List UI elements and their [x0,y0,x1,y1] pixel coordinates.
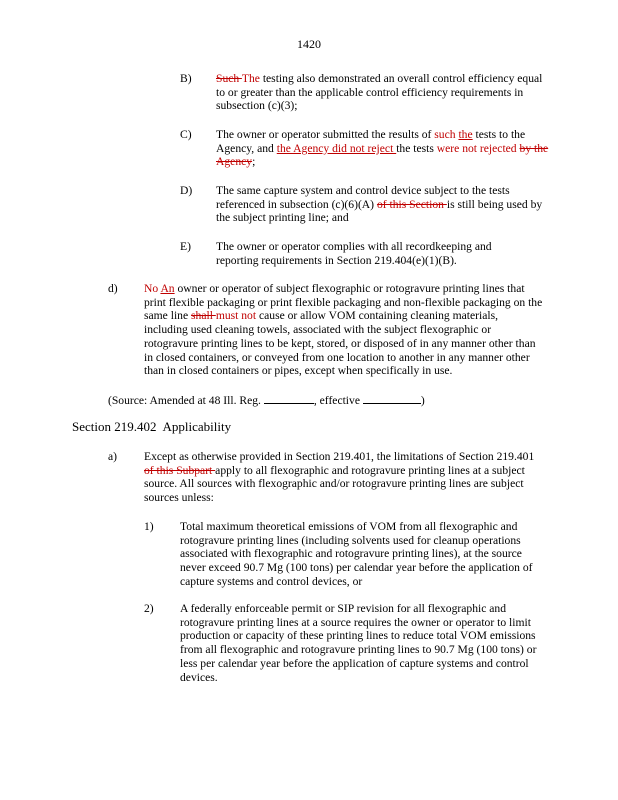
page-number: 1420 [297,37,321,51]
inserted-text: must not [215,309,257,323]
text: is still being used by the subject printing line; and [216,197,543,225]
inserted-text: the [458,128,473,141]
inserted-text: An [160,282,175,295]
item-label-d-lower: d) [108,282,118,295]
item-1-text: Total maximum theoretical emissions of VOM from all flexographic and rotogravure printing lines (including solvents used for cleanup operations associated with flexographic and rotogravure printing lines), at the source never exceed 90.7 Mg (100 tons) per calendar year before the application of capture systems and control devices, or [180,520,533,588]
inserted-text: The [241,72,260,85]
text: Except as otherwise provided in Section 219.401, the limitations of Section 219.401 [144,450,535,463]
deleted-text: by the Agency [216,141,549,169]
inserted-text: were not rejected [436,141,517,155]
item-label-2: 2) [144,602,154,615]
text: tests to the Agency, and [216,128,526,155]
text: apply to all flexographic and rotogravure printing lines at a subject source. All sources with flexographic and/or rotogravure printing lines are subject sources unless: [144,463,525,505]
section-number: Section 219.402 [72,419,157,434]
inserted-text: such [434,128,459,141]
item-label-b: B) [180,72,192,85]
text: owner or operator of subject flexographic or rotogravure printing lines that print flexible packaging or print flexible packaging and non-flexible packaging on the same line [144,282,543,323]
item-b-text [216,72,551,113]
item-e-text: The owner or operator complies with all recordkeeping and reporting requirements in Section 219.404(e)(1)(B). [216,240,492,267]
section-title: Applicability [162,419,232,434]
source-note [108,394,425,408]
deleted-text: of this Section [376,197,447,211]
blank-line [363,394,421,404]
item-label-a: a) [108,450,118,463]
text: cause or allow VOM containing cleaning materials, including used cleaning towels, associated with the subject flexographic or rotogravure printing lines to be kept, stored, or disposed of in any manner other than in closed containers, or conveyed from one location to another in any manner other than in closed containers or pipes, except when specifically in use. [144,309,536,378]
source-text: (Source: Amended at 48 Ill. Reg. [108,394,264,407]
text: The same capture system and control device subject to the tests referenced in subsection (c)(6)(A) [216,184,510,211]
source-text: ) [420,394,425,407]
item-label-c: C) [180,128,192,141]
item-a-text [144,450,544,505]
text: ; [252,155,256,169]
section-heading [72,420,231,434]
inserted-text: No [144,282,161,295]
text: the tests [396,141,437,155]
source-text: , effective [313,394,363,407]
item-label-d-upper: D) [180,184,193,197]
text: The owner or operator submitted the results of [216,128,435,141]
item-d-upper-text [216,184,551,225]
blank-line [264,394,314,404]
deleted-text: Such [216,72,242,85]
item-label-e: E) [180,240,191,253]
deleted-text: of this Subpart [144,463,216,477]
item-label-1: 1) [144,520,154,533]
item-c-text [216,128,556,169]
deleted-text: shall [191,309,216,323]
inserted-text: the Agency did not reject [276,141,397,155]
item-2-text: A federally enforceable permit or SIP revision for all flexographic and rotogravure printing lines at a source requires the owner or operator to limit production or capacity of these printing lines to reduce total VOM emissions from all flexographic and rotogravure printing lines to 90.7 Mg (100 tons) or less per calendar year before the application of capture systems and control devices. [180,602,537,684]
item-d-lower-text [144,282,544,378]
text: testing also demonstrated an overall control efficiency equal to or greater than the applicable control efficiency requirements in subsection (c)(3); [216,72,543,113]
